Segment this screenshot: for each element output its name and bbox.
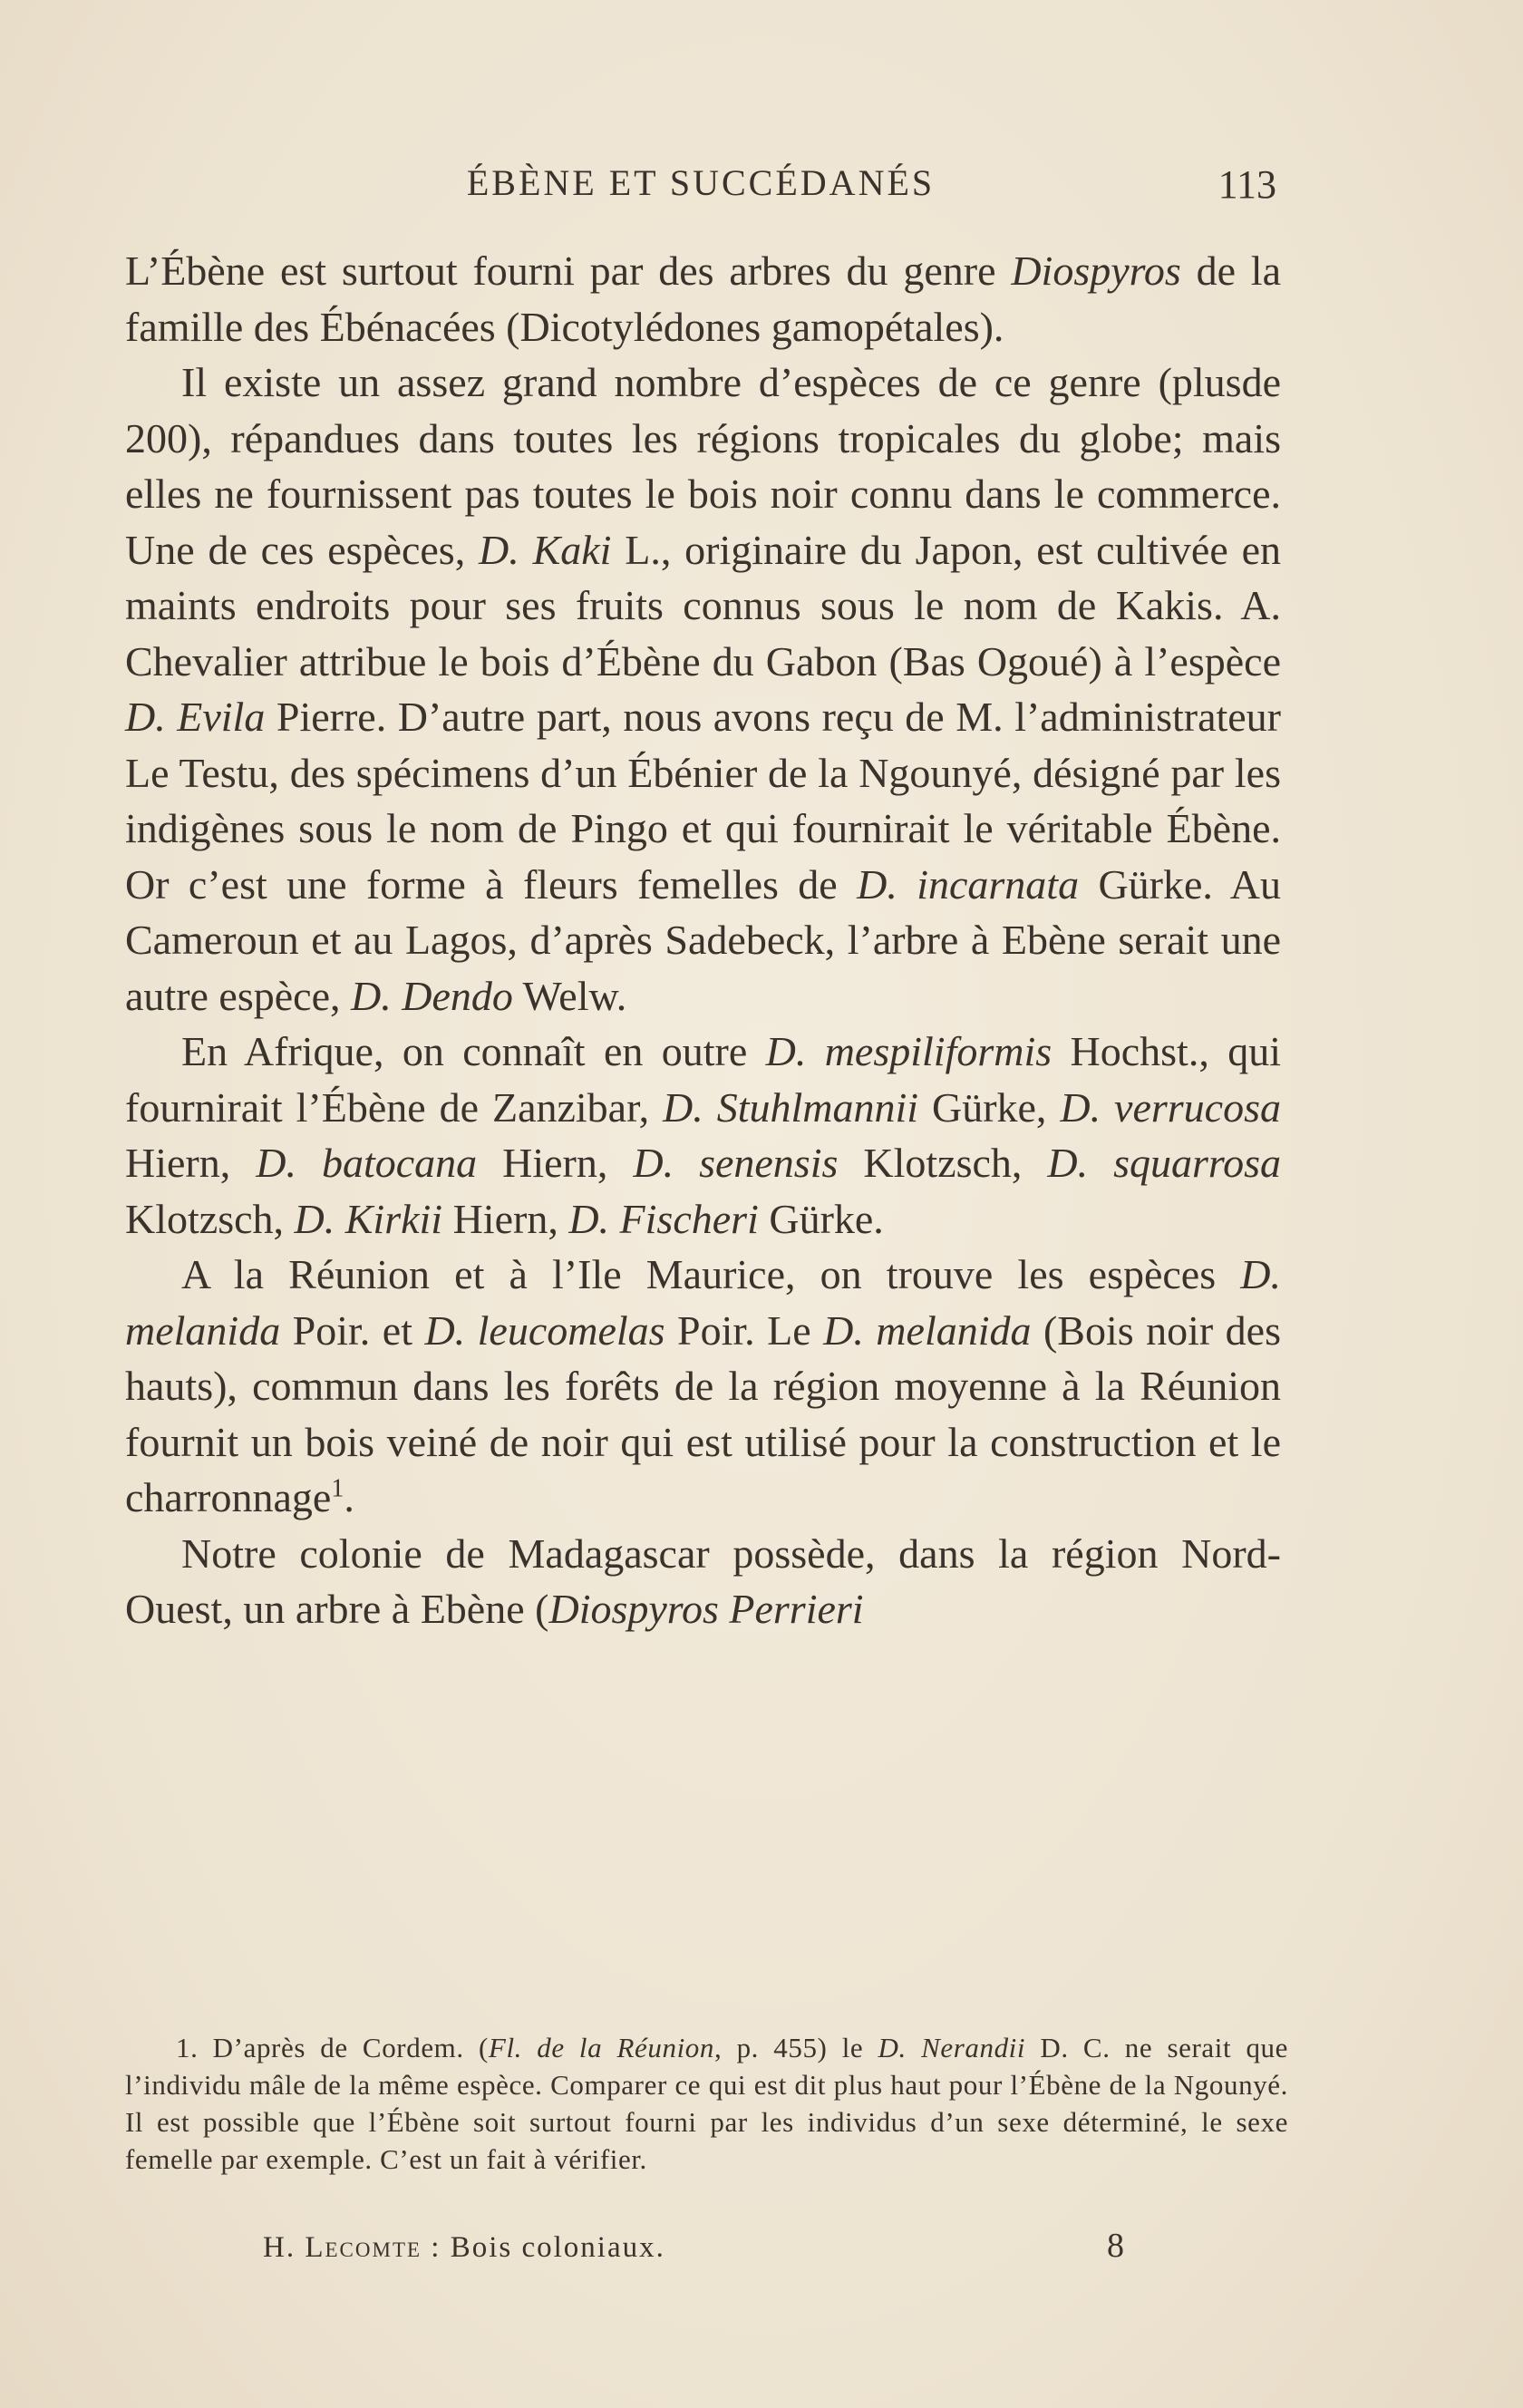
paragraph-4: A la Réunion et à l’Ile Maurice, on trouve les espèces D. melanida Poir. et D. leucomelas Poir. Le D. melanida (Bois noir des hauts), commun dans les forêts de la région moyenne à la Réunion fournit un bois veiné de noir qui est utilisé pour la construction et le charronnage$^1$. bbox=[125, 1251, 1282, 1520]
species-name: D. squarrosa bbox=[1047, 1140, 1281, 1186]
signature-mark: 8 bbox=[1107, 2227, 1124, 2265]
species-name: D. mespiliformis bbox=[765, 1028, 1053, 1074]
species-name: D. Kaki bbox=[479, 526, 612, 573]
species-name: D. batocana bbox=[256, 1140, 478, 1186]
paragraph-2: Il existe un assez grand nombre d’espèces de ce genre (plusde 200), répandues dans toutes les régions tropicales du globe; mais elles ne fournissent pas toutes le bois noir connu dans le commerce. Une de ces espèces, D. Kaki L., originaire du Japon, est cultivée en maints endroits pour ses fruits connus sous le nom de Kakis. A. Chevalier attribue le bois d’Ébène du Gabon (Bas Ogoué) à l’espèce D. Evila Pierre. D’autre part, nous avons reçu de M. l’administrateur Le Testu, des spécimens d’un Ébénier de la Ngounyé, désigné par les indigènes sous le nom de Pingo et qui fournirait le véritable Ébène. Or c’est une forme à fleurs femelles de D. incarnata Gürke. Au Cameroun et au Lagos, d’après Sadebeck, l’arbre à Ebène serait une autre espèce, D. Dendo Welw. bbox=[125, 359, 1281, 1019]
species-name: D. leucomelas bbox=[424, 1306, 665, 1354]
species-name: D. melanida bbox=[823, 1306, 1032, 1354]
body-text bbox=[125, 243, 1281, 1637]
species-name: D. incarnata bbox=[857, 860, 1080, 908]
author-credit: H. Lecomte : Bois coloniaux. bbox=[263, 2231, 665, 2264]
species-name: Diospyros bbox=[1011, 248, 1181, 294]
page-footer bbox=[263, 2226, 1124, 2271]
species-name: D. Fischeri bbox=[568, 1195, 759, 1242]
paragraph-3: En Afrique, on connaît en outre D. mespiliformis Hochst., qui fournirait l’Ébène de Zanzibar, D. Stuhlmannii Gürke, D. verrucosa Hiern, D. batocana Hiern, D. senensis Klotzsch, D. squarrosa Klotzsch, D. Kirkii Hiern, D. Fischeri Gürke. bbox=[125, 1028, 1281, 1242]
paragraph-1: L’Ébène est surtout fourni par des arbres du genre Diospyros de la famille des Ébénacées (Dicotylédones gamopétales). bbox=[125, 248, 1281, 350]
footnote-marker: 1 bbox=[331, 1474, 344, 1503]
species-name: D. Evila bbox=[125, 694, 266, 740]
species-name: D. verrucosa bbox=[1060, 1083, 1281, 1131]
running-head bbox=[125, 161, 1276, 216]
species-name: D. Dendo bbox=[351, 972, 513, 1019]
species-name: D. Kirkii bbox=[294, 1195, 443, 1242]
page-number: 113 bbox=[1217, 162, 1276, 207]
species-name: D. senensis bbox=[633, 1140, 839, 1186]
species-name: D. Stuhlmannii bbox=[663, 1083, 919, 1131]
footnote: 1. D’après de Cordem. (Fl. de la Réunion, p. 455) le D. Nerandii D. C. ne serait que l’individu mâle de la même espèce. Comparer ce qui est dit plus haut pour l’Ébène de la Ngounyé. Il est possible que l’Ébène soit surtout fourni par les individus d’un sexe déterminé, le sexe femelle par exemple. C’est un fait à vérifier. bbox=[125, 2032, 1289, 2175]
running-title: ÉBÈNE ET SUCCÉDANÉS bbox=[466, 162, 936, 203]
species-name: Diospyros Perrieri bbox=[548, 1586, 864, 1632]
paragraph-5: Notre colonie de Madagascar possède, dans la région Nord-Ouest, un arbre à Ebène (Diospyros Perrieri bbox=[125, 1529, 1281, 1632]
species-name: D. melanida bbox=[125, 1251, 1281, 1354]
